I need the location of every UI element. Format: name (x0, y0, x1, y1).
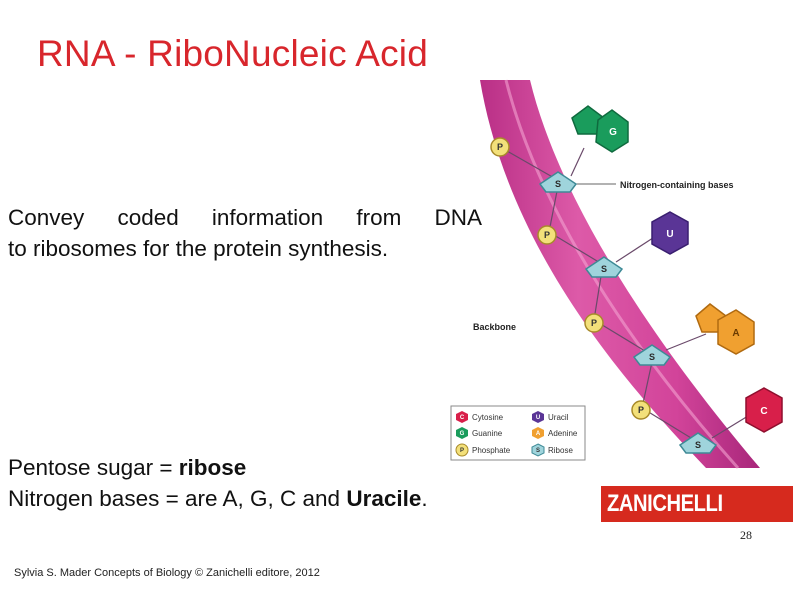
backbone-callout: Backbone (473, 322, 517, 332)
base-letter: C (760, 406, 768, 417)
legend-letter: U (535, 415, 541, 421)
base-letter: A (732, 328, 740, 339)
bases-line (8, 483, 428, 514)
rna-structure-figure (448, 76, 792, 476)
description-line-2: to ribosomes for the protein synthesis. (8, 236, 389, 261)
base-guanine (572, 106, 628, 152)
sugar-label: Pentose sugar = (8, 455, 179, 480)
legend-letter: A (535, 431, 541, 437)
legend-item-ribose: Ribose (548, 446, 573, 455)
base-letter: U (666, 229, 674, 240)
ribose-label: S (694, 440, 702, 450)
footer-credit: Sylvia S. Mader Concepts of Biology © Zanichelli editore, 2012 (14, 567, 320, 579)
bases-suffix: . (421, 486, 428, 511)
phosphate-label: P (543, 230, 551, 240)
description-text (8, 202, 482, 264)
legend-item-uracil: Uracil (548, 413, 569, 422)
figure-legend (451, 406, 585, 460)
bases-value: Uracile (346, 486, 422, 511)
legend-item-adenine: Adenine (548, 429, 578, 438)
ribose-label: S (554, 179, 562, 189)
slide-title: RNA - RiboNucleic Acid (37, 33, 428, 74)
bases-callout: Nitrogen-containing bases (620, 180, 734, 190)
page-number: 28 (740, 528, 752, 542)
ribose-label: S (600, 264, 608, 274)
legend-item-guanine: Guanine (472, 429, 503, 438)
description-line-1: Convey coded information from DNA (8, 205, 482, 230)
legend-item-cytosine: Cytosine (472, 413, 504, 422)
bases-label: Nitrogen bases = are A, G, C and (8, 486, 347, 511)
sugar-line (8, 452, 428, 483)
ribose-label: S (648, 352, 656, 362)
phosphate-label: P (496, 142, 504, 152)
legend-letter: C (459, 415, 465, 421)
sugar-value: ribose (178, 455, 247, 480)
legend-item-phosphate: Phosphate (472, 446, 511, 455)
legend-letter: P (459, 448, 465, 454)
logo-text: ZANICHELLI (607, 490, 723, 517)
base-adenine (696, 304, 754, 354)
legend-letter: G (459, 431, 465, 437)
zanichelli-logo (601, 486, 793, 522)
phosphate-label: P (637, 405, 645, 415)
base-letter: G (609, 127, 617, 138)
phosphate-label: P (590, 318, 598, 328)
legend-letter: S (535, 448, 541, 454)
composition-text (8, 452, 428, 514)
